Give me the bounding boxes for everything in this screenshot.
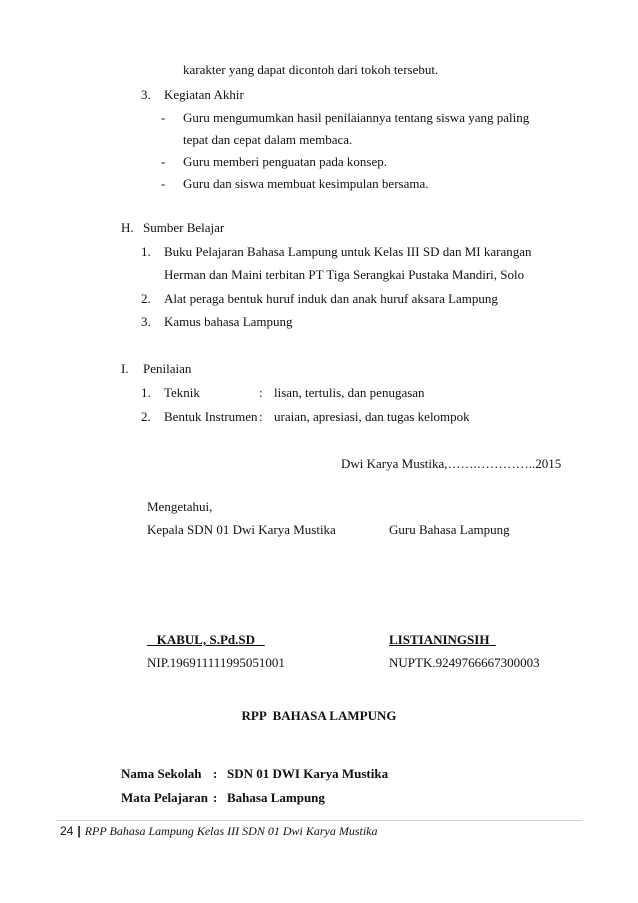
list-item-number: 2. bbox=[141, 291, 151, 306]
bullet-text: Guru mengumumkan hasil penilaiannya tentang siswa yang paling bbox=[183, 110, 530, 125]
section-h-title: Sumber Belajar bbox=[143, 220, 225, 235]
footer-divider bbox=[56, 820, 582, 821]
kegiatan-continuation: karakter yang dapat dicontoh dari tokoh tersebut. bbox=[183, 62, 439, 77]
penilaian-item-colon: : bbox=[259, 409, 263, 424]
teacher-name: LISTIANINGSIH bbox=[389, 632, 496, 647]
footer-title: RPP Bahasa Lampung Kelas III SDN 01 Dwi Karya Mustika bbox=[84, 824, 378, 838]
bullet-text: Guru dan siswa membuat kesimpulan bersama. bbox=[183, 176, 429, 191]
rpp-row-value: Bahasa Lampung bbox=[227, 790, 325, 805]
rpp-row-label: Nama Sekolah bbox=[121, 766, 202, 781]
kegiatan-akhir-number: 3. bbox=[141, 87, 151, 102]
rpp-title: RPP BAHASA LAMPUNG bbox=[241, 708, 397, 723]
bullet-text-continuation: tepat dan cepat dalam membaca. bbox=[183, 132, 353, 147]
penilaian-item-number: 1. bbox=[141, 385, 151, 400]
place-date: Dwi Karya Mustika,…….…………..2015 bbox=[341, 456, 562, 471]
bullet-dash: - bbox=[161, 154, 166, 169]
list-item-number: 1. bbox=[141, 244, 151, 259]
penilaian-item-value: lisan, tertulis, dan penugasan bbox=[274, 385, 425, 400]
section-i-title: Penilaian bbox=[143, 361, 192, 376]
penilaian-item-label: Teknik bbox=[164, 385, 200, 400]
bullet-dash: - bbox=[161, 176, 166, 191]
penilaian-item-label: Bentuk Instrumen bbox=[164, 409, 258, 424]
rpp-row-value: SDN 01 DWI Karya Mustika bbox=[227, 766, 389, 781]
penilaian-item-value: uraian, apresiasi, dan tugas kelompok bbox=[274, 409, 470, 424]
list-item-number: 3. bbox=[141, 314, 151, 329]
section-h-letter: H. bbox=[121, 220, 134, 235]
list-item-text: Alat peraga bentuk huruf induk dan anak huruf aksara Lampung bbox=[164, 291, 498, 306]
list-item-text: Buku Pelajaran Bahasa Lampung untuk Kelas III SD dan MI karangan bbox=[164, 244, 532, 259]
rpp-row-colon: : bbox=[213, 790, 218, 805]
principal-name: KABUL, S.Pd.SD bbox=[147, 632, 265, 647]
kegiatan-akhir-title: Kegiatan Akhir bbox=[164, 87, 244, 102]
bullet-dash: - bbox=[161, 110, 166, 125]
bullet-text: Guru memberi penguatan pada konsep. bbox=[183, 154, 387, 169]
section-i-letter: I. bbox=[121, 361, 129, 376]
teacher-nuptk: NUPTK.9249766667300003 bbox=[389, 655, 540, 670]
page-number: 24 bbox=[60, 824, 74, 838]
penilaian-item-number: 2. bbox=[141, 409, 151, 424]
rpp-row-colon: : bbox=[213, 766, 218, 781]
list-item-text-continuation: Herman dan Maini terbitan PT Tiga Serangkai Pustaka Mandiri, Solo bbox=[164, 267, 525, 282]
principal-nip: NIP.196911111995051001 bbox=[147, 655, 285, 670]
mengetahui-label: Mengetahui, bbox=[147, 499, 213, 514]
footer-separator: | bbox=[77, 824, 81, 838]
page-footer bbox=[60, 823, 378, 839]
principal-role: Kepala SDN 01 Dwi Karya Mustika bbox=[147, 522, 336, 537]
list-item-text: Kamus bahasa Lampung bbox=[164, 314, 293, 329]
rpp-row-label: Mata Pelajaran bbox=[121, 790, 209, 805]
penilaian-item-colon: : bbox=[259, 385, 263, 400]
teacher-role: Guru Bahasa Lampung bbox=[389, 522, 510, 537]
